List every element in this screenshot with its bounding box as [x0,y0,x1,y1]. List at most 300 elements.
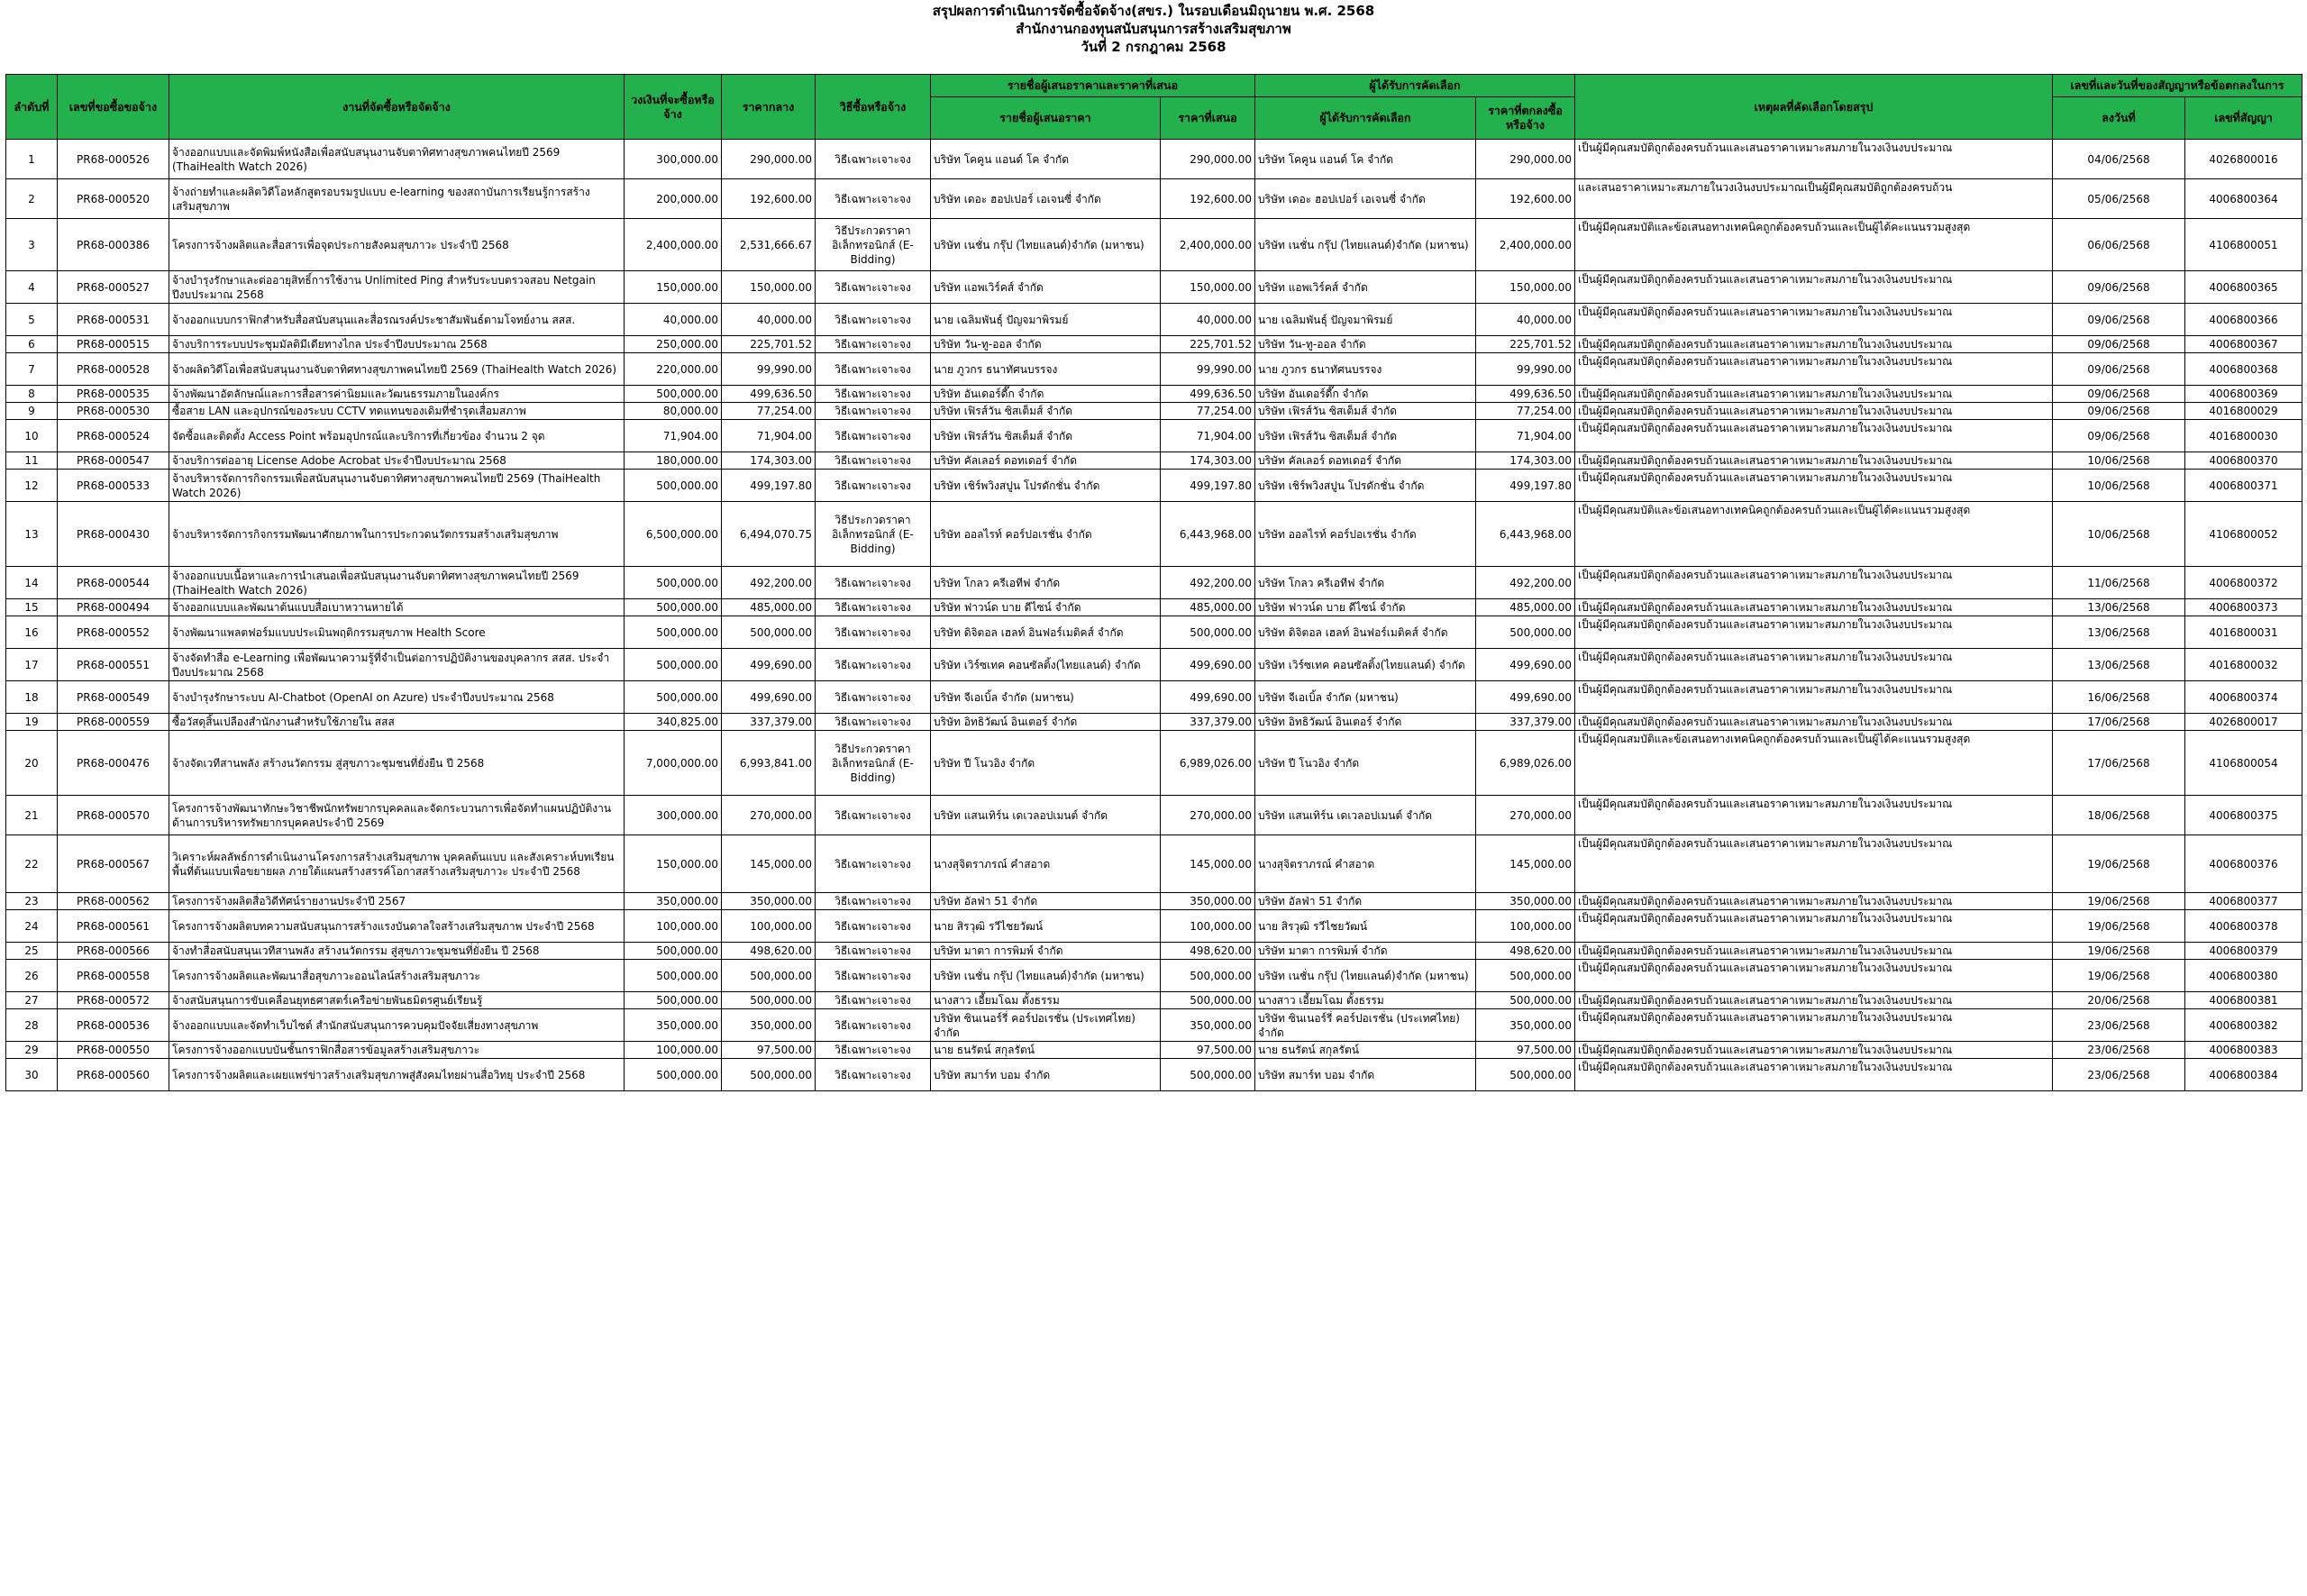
work-description: จ้างออกแบบและพัฒนาต้นแบบสื่อเบาหวานหายได้ [169,599,625,616]
contract-date: 19/06/2568 [2053,960,2185,992]
budget-amount: 340,825.00 [625,714,722,731]
contract-number: 4006800374 [2185,681,2302,714]
selected-vendor: บริษัท ปี โนวอิง จำกัด [1255,731,1476,796]
contract-number: 4016800029 [2185,403,2302,420]
median-price: 337,379.00 [722,714,816,731]
table-row [6,649,2302,681]
median-price: 290,000.00 [722,140,816,179]
bid-price: 485,000.00 [1161,599,1255,616]
bid-price: 499,690.00 [1161,681,1255,714]
selection-reason: เป็นผู้มีคุณสมบัติถูกต้องครบถ้วนและเสนอราคาเหมาะสมภายในวงเงินงบประมาณ [1575,304,2053,336]
table-row [6,420,2302,452]
selection-reason: เป็นผู้มีคุณสมบัติถูกต้องครบถ้วนและเสนอราคาเหมาะสมภายในวงเงินงบประมาณ [1575,452,2053,470]
bidder-name: บริษัท ดิจิตอล เฮลท์ อินฟอร์เมติคส์ จำกัด [931,616,1161,649]
work-description: จ้างบริหารจัดการกิจกรรมเพื่อสนับสนุนงานจับตาทิศทางสุขภาพคนไทยปี 2569 (ThaiHealth Watch 2026) [169,470,625,502]
pr-number: PR68-000530 [58,403,169,420]
agreed-price: 500,000.00 [1476,960,1575,992]
contract-number: 4006800383 [2185,1042,2302,1059]
table-row [6,1009,2302,1042]
pr-number: PR68-000544 [58,567,169,599]
selection-reason: เป็นผู้มีคุณสมบัติถูกต้องครบถ้วนและเสนอราคาเหมาะสมภายในวงเงินงบประมาณ [1575,420,2053,452]
work-description: จัดซื้อและติดตั้ง Access Point พร้อมอุปกรณ์และบริการที่เกี่ยวข้อง จำนวน 2 จุด [169,420,625,452]
budget-amount: 500,000.00 [625,616,722,649]
contract-number: 4006800378 [2185,910,2302,943]
median-price: 174,303.00 [722,452,816,470]
budget-amount: 500,000.00 [625,567,722,599]
col-header-contract-no: เลขที่สัญญา [2185,97,2302,140]
row-number: 9 [6,403,58,420]
budget-amount: 80,000.00 [625,403,722,420]
table-row [6,1042,2302,1059]
median-price: 192,600.00 [722,179,816,219]
bid-price: 500,000.00 [1161,616,1255,649]
table-row [6,304,2302,336]
pr-number: PR68-000552 [58,616,169,649]
contract-number: 4106800054 [2185,731,2302,796]
selection-reason: เป็นผู้มีคุณสมบัติถูกต้องครบถ้วนและเสนอราคาเหมาะสมภายในวงเงินงบประมาณ [1575,616,2053,649]
bid-price: 150,000.00 [1161,271,1255,304]
selected-vendor: บริษัท แอพเวิร์คส์ จำกัด [1255,271,1476,304]
selection-reason: เป็นผู้มีคุณสมบัติถูกต้องครบถ้วนและเสนอราคาเหมาะสมภายในวงเงินงบประมาณ [1575,336,2053,353]
bidder-name: บริษัท เวิร์ซเทค คอนซัลติ้ง(ไทยแลนด์) จำกัด [931,649,1161,681]
budget-amount: 100,000.00 [625,1042,722,1059]
bid-price: 290,000.00 [1161,140,1255,179]
bidder-name: บริษัท เชิร์พวิงสปูน โปรดักชั่น จำกัด [931,470,1161,502]
row-number: 16 [6,616,58,649]
agreed-price: 6,989,026.00 [1476,731,1575,796]
bid-price: 174,303.00 [1161,452,1255,470]
contract-date: 23/06/2568 [2053,1042,2185,1059]
budget-amount: 500,000.00 [625,943,722,960]
selection-reason: และเสนอราคาเหมาะสมภายในวงเงินงบประมาณเป็นผู้มีคุณสมบัติถูกต้องครบถ้วน [1575,179,2053,219]
bid-price: 499,690.00 [1161,649,1255,681]
agreed-price: 174,303.00 [1476,452,1575,470]
work-description: จ้างจัดเวทีสานพลัง สร้างนวัตกรรม สู่สุขภาวะชุมชนที่ยั่งยืน ปี 2568 [169,731,625,796]
selection-reason: เป็นผู้มีคุณสมบัติถูกต้องครบถ้วนและเสนอราคาเหมาะสมภายในวงเงินงบประมาณ [1575,353,2053,386]
work-description: จ้างจัดทำสื่อ e-Learning เพื่อพัฒนาความรู้ที่จำเป็นต่อการปฏิบัติงานของบุคลากร สสส. ประจำปีงบประมาณ 2568 [169,649,625,681]
budget-amount: 500,000.00 [625,992,722,1009]
selection-reason: เป็นผู้มีคุณสมบัติถูกต้องครบถ้วนและเสนอราคาเหมาะสมภายในวงเงินงบประมาณ [1575,140,2053,179]
contract-date: 11/06/2568 [2053,567,2185,599]
contract-date: 10/06/2568 [2053,470,2185,502]
agreed-price: 97,500.00 [1476,1042,1575,1059]
table-row [6,835,2302,893]
row-number: 15 [6,599,58,616]
selected-vendor: บริษัท โกลว ครีเอทีฟ จำกัด [1255,567,1476,599]
col-header-work: งานที่จัดซื้อหรือจัดจ้าง [169,75,625,140]
contract-number: 4006800368 [2185,353,2302,386]
median-price: 270,000.00 [722,796,816,835]
bid-price: 145,000.00 [1161,835,1255,893]
contract-number: 4006800380 [2185,960,2302,992]
selection-reason: เป็นผู้มีคุณสมบัติถูกต้องครบถ้วนและเสนอราคาเหมาะสมภายในวงเงินงบประมาณ [1575,649,2053,681]
contract-number: 4006800369 [2185,386,2302,403]
work-description: จ้างบำรุงรักษาและต่ออายุสิทธิ์การใช้งาน Unlimited Ping สำหรับระบบตรวจสอบ Netgain ปีงบประมาณ 2568 [169,271,625,304]
work-description: จ้างถ่ายทำและผลิตวิดีโอหลักสูตรอบรมรูปแบบ e-learning ของสถาบันการเรียนรู้การสร้างเสริมสุขภาพ [169,179,625,219]
col-group-bidders: รายชื่อผู้เสนอราคาและราคาที่เสนอ [931,75,1255,97]
row-number: 14 [6,567,58,599]
work-description: จ้างออกแบบและจัดทำเว็บไซต์ สำนักสนับสนุนการควบคุมปัจจัยเสี่ยงทางสุขภาพ [169,1009,625,1042]
bidder-name: บริษัท มาตา การพิมพ์ จำกัด [931,943,1161,960]
contract-date: 13/06/2568 [2053,616,2185,649]
pr-number: PR68-000531 [58,304,169,336]
bidder-name: นาย สิรวุฒิ รวีไชยวัฒน์ [931,910,1161,943]
pr-number: PR68-000528 [58,353,169,386]
procurement-method: วิธีเฉพาะเจาะจง [816,992,931,1009]
median-price: 500,000.00 [722,992,816,1009]
contract-date: 20/06/2568 [2053,992,2185,1009]
work-description: จ้างสนับสนุนการขับเคลื่อนยุทธศาสตร์เครือข่ายพันธมิตรศูนย์เรียนรู้ [169,992,625,1009]
procurement-method: วิธีเฉพาะเจาะจง [816,599,931,616]
row-number: 5 [6,304,58,336]
row-number: 23 [6,893,58,910]
pr-number: PR68-000494 [58,599,169,616]
bid-price: 500,000.00 [1161,960,1255,992]
contract-number: 4016800032 [2185,649,2302,681]
agreed-price: 485,000.00 [1476,599,1575,616]
row-number: 19 [6,714,58,731]
procurement-method: วิธีเฉพาะเจาะจง [816,452,931,470]
table-row [6,179,2302,219]
work-description: โครงการจ้างออกแบบบันชั้นกราฟิกสื่อสารข้อมูลสร้างเสริมสุขภาวะ [169,1042,625,1059]
bidder-name: นาย ภูวกร ธนาทัศนบรรจง [931,353,1161,386]
selection-reason: เป็นผู้มีคุณสมบัติถูกต้องครบถ้วนและเสนอราคาเหมาะสมภายในวงเงินงบประมาณ [1575,910,2053,943]
pr-number: PR68-000566 [58,943,169,960]
selected-vendor: นางสุจิตราภรณ์ คำสอาด [1255,835,1476,893]
table-row [6,403,2302,420]
bidder-name: บริษัท อัลฟ่า 51 จำกัด [931,893,1161,910]
procurement-method: วิธีเฉพาะเจาะจง [816,943,931,960]
work-description: จ้างบริการระบบประชุมมัลติมีเดียทางไกล ประจำปีงบประมาณ 2568 [169,336,625,353]
bidder-name: บริษัท วัน-ทู-ออล จำกัด [931,336,1161,353]
procurement-method: วิธีเฉพาะเจาะจง [816,386,931,403]
bid-price: 225,701.52 [1161,336,1255,353]
table-row [6,140,2302,179]
agreed-price: 40,000.00 [1476,304,1575,336]
table-row [6,910,2302,943]
selection-reason: เป็นผู้มีคุณสมบัติถูกต้องครบถ้วนและเสนอราคาเหมาะสมภายในวงเงินงบประมาณ [1575,403,2053,420]
pr-number: PR68-000515 [58,336,169,353]
row-number: 21 [6,796,58,835]
row-number: 18 [6,681,58,714]
bid-price: 2,400,000.00 [1161,219,1255,271]
row-number: 27 [6,992,58,1009]
median-price: 498,620.00 [722,943,816,960]
agreed-price: 99,990.00 [1476,353,1575,386]
budget-amount: 500,000.00 [625,470,722,502]
work-description: โครงการจ้างผลิตและเผยแพร่ข่าวสร้างเสริมสุขภาพสู่สังคมไทยผ่านสื่อวิทยุ ประจำปี 2568 [169,1059,625,1091]
budget-amount: 500,000.00 [625,649,722,681]
agreed-price: 145,000.00 [1476,835,1575,893]
pr-number: PR68-000520 [58,179,169,219]
budget-amount: 500,000.00 [625,681,722,714]
budget-amount: 220,000.00 [625,353,722,386]
procurement-method: วิธีเฉพาะเจาะจง [816,470,931,502]
selection-reason: เป็นผู้มีคุณสมบัติถูกต้องครบถ้วนและเสนอราคาเหมาะสมภายในวงเงินงบประมาณ [1575,943,2053,960]
row-number: 13 [6,502,58,567]
work-description: จ้างผลิตวิดีโอเพื่อสนับสนุนงานจับตาทิศทางสุขภาพคนไทยปี 2569 (ThaiHealth Watch 2026) [169,353,625,386]
median-price: 71,904.00 [722,420,816,452]
budget-amount: 500,000.00 [625,960,722,992]
procurement-method: วิธีเฉพาะเจาะจง [816,179,931,219]
selected-vendor: บริษัท เนชั่น กรุ๊ป (ไทยแลนด์)จำกัด (มหาชน) [1255,219,1476,271]
agreed-price: 150,000.00 [1476,271,1575,304]
selected-vendor: บริษัท ดิจิตอล เฮลท์ อินฟอร์เมติคส์ จำกัด [1255,616,1476,649]
pr-number: PR68-000559 [58,714,169,731]
bidder-name: บริษัท แสนเทิร์น เดเวลอปเมนต์ จำกัด [931,796,1161,835]
pr-number: PR68-000524 [58,420,169,452]
median-price: 485,000.00 [722,599,816,616]
work-description: โครงการจ้างผลิตและพัฒนาสื่อสุขภาวะออนไลน์สร้างเสริมสุขภาวะ [169,960,625,992]
procurement-method: วิธีเฉพาะเจาะจง [816,1042,931,1059]
contract-date: 16/06/2568 [2053,681,2185,714]
selection-reason: เป็นผู้มีคุณสมบัติถูกต้องครบถ้วนและเสนอราคาเหมาะสมภายในวงเงินงบประมาณ [1575,960,2053,992]
selected-vendor: บริษัท เดอะ ฮอปเปอร์ เอเจนซี่ จำกัด [1255,179,1476,219]
agreed-price: 192,600.00 [1476,179,1575,219]
agreed-price: 337,379.00 [1476,714,1575,731]
table-row [6,502,2302,567]
table-row [6,893,2302,910]
agreed-price: 499,690.00 [1476,649,1575,681]
row-number: 28 [6,1009,58,1042]
bidder-name: บริษัท ปี โนวอิง จำกัด [931,731,1161,796]
selection-reason: เป็นผู้มีคุณสมบัติถูกต้องครบถ้วนและเสนอราคาเหมาะสมภายในวงเงินงบประมาณ [1575,893,2053,910]
work-description: จ้างทำสื่อสนับสนุนเวทีสานพลัง สร้างนวัตกรรม สู่สุขภาวะชุมชนที่ยั่งยืน ปี 2568 [169,943,625,960]
pr-number: PR68-000572 [58,992,169,1009]
col-group-selected: ผู้ได้รับการคัดเลือก [1255,75,1575,97]
contract-number: 4006800376 [2185,835,2302,893]
selection-reason: เป็นผู้มีคุณสมบัติและข้อเสนอทางเทคนิคถูกต้องครบถ้วนและเป็นผู้ได้คะแนนรวมสูงสุด [1575,731,2053,796]
contract-number: 4106800052 [2185,502,2302,567]
col-group-contract: เลขที่และวันที่ของสัญญาหรือข้อตกลงในการ [2053,75,2302,97]
contract-date: 09/06/2568 [2053,386,2185,403]
row-number: 10 [6,420,58,452]
contract-date: 13/06/2568 [2053,649,2185,681]
bidder-name: บริษัท เดอะ ฮอปเปอร์ เอเจนซี่ จำกัด [931,179,1161,219]
bid-price: 100,000.00 [1161,910,1255,943]
budget-amount: 180,000.00 [625,452,722,470]
row-number: 4 [6,271,58,304]
table-body [6,140,2302,1091]
bidder-name: บริษัท ฟาวน์ด บาย ดีไซน์ จำกัด [931,599,1161,616]
bid-price: 498,620.00 [1161,943,1255,960]
procurement-method: วิธีเฉพาะเจาะจง [816,681,931,714]
contract-number: 4006800366 [2185,304,2302,336]
procurement-method: วิธีเฉพาะเจาะจง [816,714,931,731]
contract-date: 09/06/2568 [2053,403,2185,420]
pr-number: PR68-000547 [58,452,169,470]
selected-vendor: บริษัท แสนเทิร์น เดเวลอปเมนต์ จำกัด [1255,796,1476,835]
pr-number: PR68-000536 [58,1009,169,1042]
row-number: 7 [6,353,58,386]
selected-vendor: บริษัท ฟาวน์ด บาย ดีไซน์ จำกัด [1255,599,1476,616]
budget-amount: 150,000.00 [625,835,722,893]
contract-number: 4026800017 [2185,714,2302,731]
contract-date: 18/06/2568 [2053,796,2185,835]
col-header-no: ลำดับที่ [6,75,58,140]
budget-amount: 2,400,000.00 [625,219,722,271]
selection-reason: เป็นผู้มีคุณสมบัติและข้อเสนอทางเทคนิคถูกต้องครบถ้วนและเป็นผู้ได้คะแนนรวมสูงสุด [1575,502,2053,567]
table-row [6,599,2302,616]
procurement-method: วิธีเฉพาะเจาะจง [816,271,931,304]
pr-number: PR68-000476 [58,731,169,796]
bid-price: 337,379.00 [1161,714,1255,731]
median-price: 500,000.00 [722,1059,816,1091]
contract-number: 4006800364 [2185,179,2302,219]
procurement-table [5,74,2302,1091]
bidder-name: บริษัท เนชั่น กรุ๊ป (ไทยแลนด์)จำกัด (มหาชน) [931,219,1161,271]
contract-date: 17/06/2568 [2053,731,2185,796]
work-description: จ้างบำรุงรักษาระบบ AI-Chatbot (OpenAI on Azure) ประจำปีงบประมาณ 2568 [169,681,625,714]
col-header-agreed-price: ราคาที่ตกลงซื้อหรือจ้าง [1476,97,1575,140]
median-price: 225,701.52 [722,336,816,353]
agreed-price: 499,690.00 [1476,681,1575,714]
selected-vendor: บริษัท อันเดอร์ดี๊ก จำกัด [1255,386,1476,403]
selected-vendor: บริษัท อิทธิวัฒน์ อินเตอร์ จำกัด [1255,714,1476,731]
work-description: จ้างบริหารจัดการกิจกรรมพัฒนาศักยภาพในการประกวดนวัตกรรมสร้างเสริมสุขภาพ [169,502,625,567]
bid-price: 499,197.80 [1161,470,1255,502]
report-title: สรุปผลการดำเนินการจัดซื้อจัดจ้าง(สขร.) ในรอบเดือนมิถุนายน พ.ศ. 2568 [932,3,1375,19]
table-row [6,271,2302,304]
procurement-method: วิธีเฉพาะเจาะจง [816,420,931,452]
selected-vendor: นางสาว เอี้ยมโฉม ตั้งธรรม [1255,992,1476,1009]
table-row [6,219,2302,271]
contract-number: 4006800373 [2185,599,2302,616]
contract-number: 4006800375 [2185,796,2302,835]
contract-number: 4016800030 [2185,420,2302,452]
contract-number: 4006800382 [2185,1009,2302,1042]
selected-vendor: บริษัท โคคูน แอนด์ โค จำกัด [1255,140,1476,179]
agreed-price: 2,400,000.00 [1476,219,1575,271]
contract-number: 4006800371 [2185,470,2302,502]
contract-date: 19/06/2568 [2053,910,2185,943]
procurement-method: วิธีเฉพาะเจาะจง [816,616,931,649]
bidder-name: บริษัท อิทธิวัฒน์ อินเตอร์ จำกัด [931,714,1161,731]
row-number: 22 [6,835,58,893]
selection-reason: เป็นผู้มีคุณสมบัติถูกต้องครบถ้วนและเสนอราคาเหมาะสมภายในวงเงินงบประมาณ [1575,796,2053,835]
median-price: 77,254.00 [722,403,816,420]
pr-number: PR68-000526 [58,140,169,179]
budget-amount: 500,000.00 [625,1059,722,1091]
pr-number: PR68-000570 [58,796,169,835]
pr-number: PR68-000550 [58,1042,169,1059]
contract-date: 10/06/2568 [2053,452,2185,470]
selected-vendor: บริษัท เฟิรส์วัน ซิสเต็มส์ จำกัด [1255,403,1476,420]
contract-number: 4006800384 [2185,1059,2302,1091]
contract-date: 19/06/2568 [2053,893,2185,910]
pr-number: PR68-000560 [58,1059,169,1091]
table-row [6,1059,2302,1091]
selection-reason: เป็นผู้มีคุณสมบัติถูกต้องครบถ้วนและเสนอราคาเหมาะสมภายในวงเงินงบประมาณ [1575,470,2053,502]
contract-date: 17/06/2568 [2053,714,2185,731]
table-row [6,567,2302,599]
table-row [6,353,2302,386]
contract-number: 4106800051 [2185,219,2302,271]
procurement-method: วิธีเฉพาะเจาะจง [816,1059,931,1091]
selected-vendor: บริษัท อัลฟ่า 51 จำกัด [1255,893,1476,910]
table-row [6,452,2302,470]
table-row [6,336,2302,353]
col-header-bid-price: ราคาที่เสนอ [1161,97,1255,140]
selection-reason: เป็นผู้มีคุณสมบัติถูกต้องครบถ้วนและเสนอราคาเหมาะสมภายในวงเงินงบประมาณ [1575,681,2053,714]
selected-vendor: นาย เฉลิมพันธุ์ ปัญจมาพิรมย์ [1255,304,1476,336]
bidder-name: นางสุจิตราภรณ์ คำสอาด [931,835,1161,893]
work-description: จ้างพัฒนาแพลตฟอร์มแบบประเมินพฤติกรรมสุขภาพ Health Score [169,616,625,649]
agreed-price: 498,620.00 [1476,943,1575,960]
contract-date: 09/06/2568 [2053,336,2185,353]
bid-price: 192,600.00 [1161,179,1255,219]
bid-price: 99,990.00 [1161,353,1255,386]
work-description: จ้างออกแบบและจัดพิมพ์หนังสือเพื่อสนับสนุนงานจับตาทิศทางสุขภาพคนไทยปี 2569 (ThaiHealth Watch 2026) [169,140,625,179]
budget-amount: 150,000.00 [625,271,722,304]
selected-vendor: บริษัท เชิร์พวิงสปูน โปรดักชั่น จำกัด [1255,470,1476,502]
pr-number: PR68-000527 [58,271,169,304]
row-number: 25 [6,943,58,960]
bidder-name: นาย เฉลิมพันธุ์ ปัญจมาพิรมย์ [931,304,1161,336]
selected-vendor: บริษัท ออลไรท์ คอร์ปอเรชั่น จำกัด [1255,502,1476,567]
agreed-price: 100,000.00 [1476,910,1575,943]
median-price: 6,494,070.75 [722,502,816,567]
contract-number: 4006800365 [2185,271,2302,304]
bidder-name: บริษัท เฟิรส์วัน ซิสเต็มส์ จำกัด [931,403,1161,420]
work-description: ซื้อสาย LAN และอุปกรณ์ของระบบ CCTV ทดแทนของเดิมที่ชำรุดเสื่อมสภาพ [169,403,625,420]
selected-vendor: บริษัท ซินเนอร์รี่ คอร์ปอเรชั่น (ประเทศไทย) จำกัด [1255,1009,1476,1042]
table-row [6,470,2302,502]
contract-number: 4006800367 [2185,336,2302,353]
bidder-name: บริษัท ออลไรท์ คอร์ปอเรชั่น จำกัด [931,502,1161,567]
row-number: 6 [6,336,58,353]
row-number: 26 [6,960,58,992]
median-price: 499,636.50 [722,386,816,403]
report-date: วันที่ 2 กรกฎาคม 2568 [1081,39,1226,55]
selected-vendor: บริษัท เนชั่น กรุ๊ป (ไทยแลนด์)จำกัด (มหาชน) [1255,960,1476,992]
median-price: 145,000.00 [722,835,816,893]
bid-price: 500,000.00 [1161,1059,1255,1091]
pr-number: PR68-000430 [58,502,169,567]
budget-amount: 350,000.00 [625,893,722,910]
work-description: โครงการจ้างผลิตและสื่อสารเพื่อจุดประกายสังคมสุขภาวะ ประจำปี 2568 [169,219,625,271]
contract-date: 09/06/2568 [2053,420,2185,452]
row-number: 1 [6,140,58,179]
agreed-price: 492,200.00 [1476,567,1575,599]
work-description: โครงการจ้างพัฒนาทักษะวิชาชีพนักทรัพยากรบุคคลและจัดกระบวนการเพื่อจัดทำแผนปฏิบัติงานด้านการบริหารทรัพยากรบุคคลประจำปี 2569 [169,796,625,835]
selected-vendor: นาย ภูวกร ธนาทัศนบรรจง [1255,353,1476,386]
bidder-name: บริษัท เนชั่น กรุ๊ป (ไทยแลนด์)จำกัด (มหาชน) [931,960,1161,992]
median-price: 499,197.80 [722,470,816,502]
bid-price: 500,000.00 [1161,992,1255,1009]
table-row [6,681,2302,714]
contract-date: 09/06/2568 [2053,304,2185,336]
table-row [6,714,2302,731]
report-header [0,0,2307,74]
agreed-price: 6,443,968.00 [1476,502,1575,567]
median-price: 100,000.00 [722,910,816,943]
procurement-method: วิธีเฉพาะเจาะจง [816,1009,931,1042]
bidder-name: บริษัท คัลเลอร์ ดอทเดอร์ จำกัด [931,452,1161,470]
contract-number: 4006800377 [2185,893,2302,910]
table-row [6,616,2302,649]
selected-vendor: บริษัท วัน-ทู-ออล จำกัด [1255,336,1476,353]
agreed-price: 350,000.00 [1476,1009,1575,1042]
contract-date: 04/06/2568 [2053,140,2185,179]
selection-reason: เป็นผู้มีคุณสมบัติถูกต้องครบถ้วนและเสนอราคาเหมาะสมภายในวงเงินงบประมาณ [1575,1042,2053,1059]
row-number: 8 [6,386,58,403]
bidder-name: บริษัท ซินเนอร์รี่ คอร์ปอเรชั่น (ประเทศไทย) จำกัด [931,1009,1161,1042]
agreed-price: 350,000.00 [1476,893,1575,910]
row-number: 17 [6,649,58,681]
agreed-price: 499,636.50 [1476,386,1575,403]
budget-amount: 40,000.00 [625,304,722,336]
